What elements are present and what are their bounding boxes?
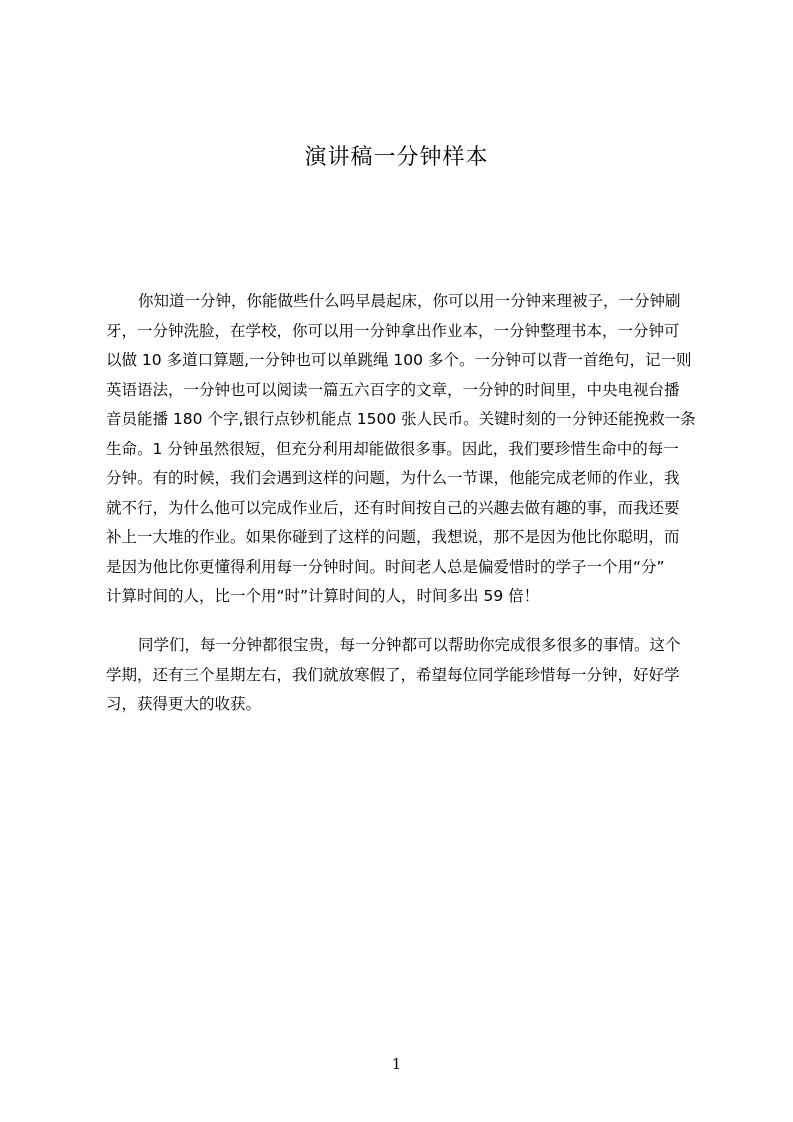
paragraph-line: 学期，还有三个星期左右，我们就放寒假了，希望每位同学能珍惜每一分钟，好好学 xyxy=(106,665,680,684)
paragraph-line: 牙，一分钟洗脸，在学校，你可以用一分钟拿出作业本，一分钟整理书本，一分钟可 xyxy=(106,321,680,340)
paragraph-line: 补上一大堆的作业。如果你碰到了这样的问题，我想说，那不是因为他比你聪明，而 xyxy=(106,528,680,546)
paragraph-line: 英语语法，一分钟也可以阅读一篇五六百字的文章，一分钟的时间里，中央电视台播 xyxy=(106,380,680,399)
body-paragraph-1 xyxy=(106,287,698,612)
paragraph-line: 以做 10 多道口算题,一分钟也可以单跳绳 100 多个。一分钟可以背一首绝句，记一则 xyxy=(106,351,692,369)
page-number: 1 xyxy=(391,1055,402,1073)
paragraph-line: 是因为他比你更懂得利用每一分钟时间。时间老人总是偏爱惜时的学子一个用“分” xyxy=(106,557,665,576)
page-title: 演讲稿一分钟样本 xyxy=(304,145,489,170)
paragraph-line: 生命。1 分钟虽然很短，但充分利用却能做很多事。因此，我们要珍惜生命中的每一 xyxy=(106,439,679,458)
paragraph-line: 音员能播 180 个字,银行点钞机能点 1500 张人民币。关键时刻的一分钟还能挽救一条 xyxy=(106,410,696,428)
paragraph-line: 计算时间的人，比一个用“时”计算时间的人，时间多出 59 倍！ xyxy=(106,587,540,605)
paragraph-line: 就不行，为什么他可以完成作业后，还有时间按自己的兴趣去做有趣的事，而我还要 xyxy=(106,498,680,517)
paragraph-line: 分钟。有的时候，我们会遇到这样的问题，为什么一节课，他能完成老师的作业，我 xyxy=(106,469,680,487)
paragraph-line: 你知道一分钟，你能做些什么吗早晨起床，你可以用一分钟来理被子，一分钟刷 xyxy=(138,292,681,310)
body-paragraph-2 xyxy=(106,631,698,720)
paragraph-line: 习，获得更大的收获。 xyxy=(106,695,262,713)
paragraph-line: 同学们，每一分钟都很宝贵，每一分钟都可以帮助你完成很多很多的事情。这个 xyxy=(138,636,681,654)
